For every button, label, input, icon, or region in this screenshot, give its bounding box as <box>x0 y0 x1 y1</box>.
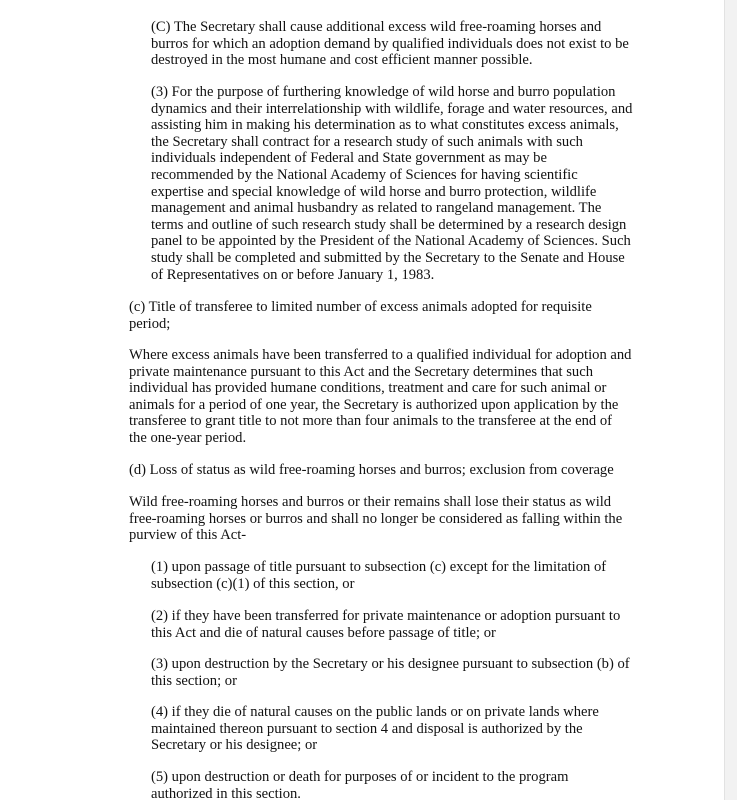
text-line: (2) if they have been transferred for private maintenance or adoption pursuant to <box>151 608 621 624</box>
text-line: (5) upon destruction or death for purposes of or incident to the program <box>151 769 569 785</box>
text-line: transferee to grant title to not more than four animals to the transferee at the end of <box>129 413 613 430</box>
paragraph-c-body <box>129 347 631 447</box>
text-line: Wild free-roaming horses and burros or their remains shall lose their status as wild <box>129 494 612 510</box>
text-line: animals for a period of one year, the Secretary is authorized upon application by the <box>129 396 619 413</box>
text-line: subsection (c)(1) of this section, or <box>151 575 355 592</box>
text-line: private maintenance pursuant to this Act and the Secretary determines that such <box>129 363 594 380</box>
text-line: period; <box>129 315 171 332</box>
text-line: maintained thereon pursuant to section 4 and disposal is authorized by the <box>151 720 583 737</box>
section-heading-d <box>129 462 614 479</box>
paragraph-3-research <box>151 84 632 283</box>
text-line: (3) For the purpose of furthering knowledge of wild horse and burro population <box>151 84 616 100</box>
paragraph-d-body <box>129 494 622 544</box>
text-line: of Representatives on or before January 1, 1983. <box>151 266 435 283</box>
text-line: authorized in this section. <box>151 785 301 802</box>
text-line: expertise and special knowledge of wild horse and burro protection, wildlife <box>151 183 597 200</box>
section-heading-c <box>129 299 592 332</box>
text-line: the Secretary shall contract for a research study of such animals with such <box>151 133 583 150</box>
text-line: management and animal husbandry as related to rangeland management. The <box>151 200 602 217</box>
text-line: Secretary or his designee; or <box>151 737 318 754</box>
text-line: individual has provided humane conditions, treatment and care for such animal or <box>129 380 607 397</box>
text-line: panel to be appointed by the President of the National Academy of Sciences. Such <box>151 233 631 250</box>
text-line: terms and outline of such research study shall be determined by a research design <box>151 216 627 233</box>
text-line: burros for which an adoption demand by qualified individuals does not exist to be <box>151 35 629 52</box>
vertical-scrollbar[interactable] <box>724 0 737 800</box>
text-line: individuals independent of Federal and State government as may be <box>151 150 547 167</box>
text-line: (1) upon passage of title pursuant to subsection (c) except for the limitation of <box>151 559 607 575</box>
text-line: this section; or <box>151 672 237 689</box>
list-item-2 <box>151 608 620 641</box>
text-line: dynamics and their interrelationship with wildlife, forage and water resources, and <box>151 100 633 117</box>
text-line: (4) if they die of natural causes on the public lands or on private lands where <box>151 704 599 720</box>
text-line: (d) Loss of status as wild free-roaming horses and burros; exclusion from coverage <box>129 462 614 478</box>
text-line: this Act and die of natural causes before passage of title; or <box>151 624 496 641</box>
list-item-4 <box>151 704 599 754</box>
text-line: recommended by the National Academy of Sciences for having scientific <box>151 166 578 183</box>
text-line: free-roaming horses or burros and shall no longer be considered as falling within the <box>129 510 623 527</box>
paragraph-c-destroy <box>151 19 629 69</box>
list-item-3 <box>151 656 630 689</box>
text-line: (C) The Secretary shall cause additional excess wild free-roaming horses and <box>151 19 602 35</box>
text-line: purview of this Act- <box>129 527 247 544</box>
text-line: (c) Title of transferee to limited number of excess animals adopted for requisite <box>129 299 592 315</box>
list-item-5 <box>151 769 568 802</box>
text-line: Where excess animals have been transferred to a qualified individual for adoption and <box>129 347 632 363</box>
text-line: study shall be completed and submitted by the Secretary to the Senate and House <box>151 249 625 266</box>
text-line: (3) upon destruction by the Secretary or his designee pursuant to subsection (b) of <box>151 656 630 672</box>
text-line: destroyed in the most humane and cost efficient manner possible. <box>151 52 533 69</box>
text-line: the one-year period. <box>129 429 247 446</box>
text-line: assisting him in making his determination as to what constitutes excess animals, <box>151 117 619 134</box>
list-item-1 <box>151 559 606 592</box>
